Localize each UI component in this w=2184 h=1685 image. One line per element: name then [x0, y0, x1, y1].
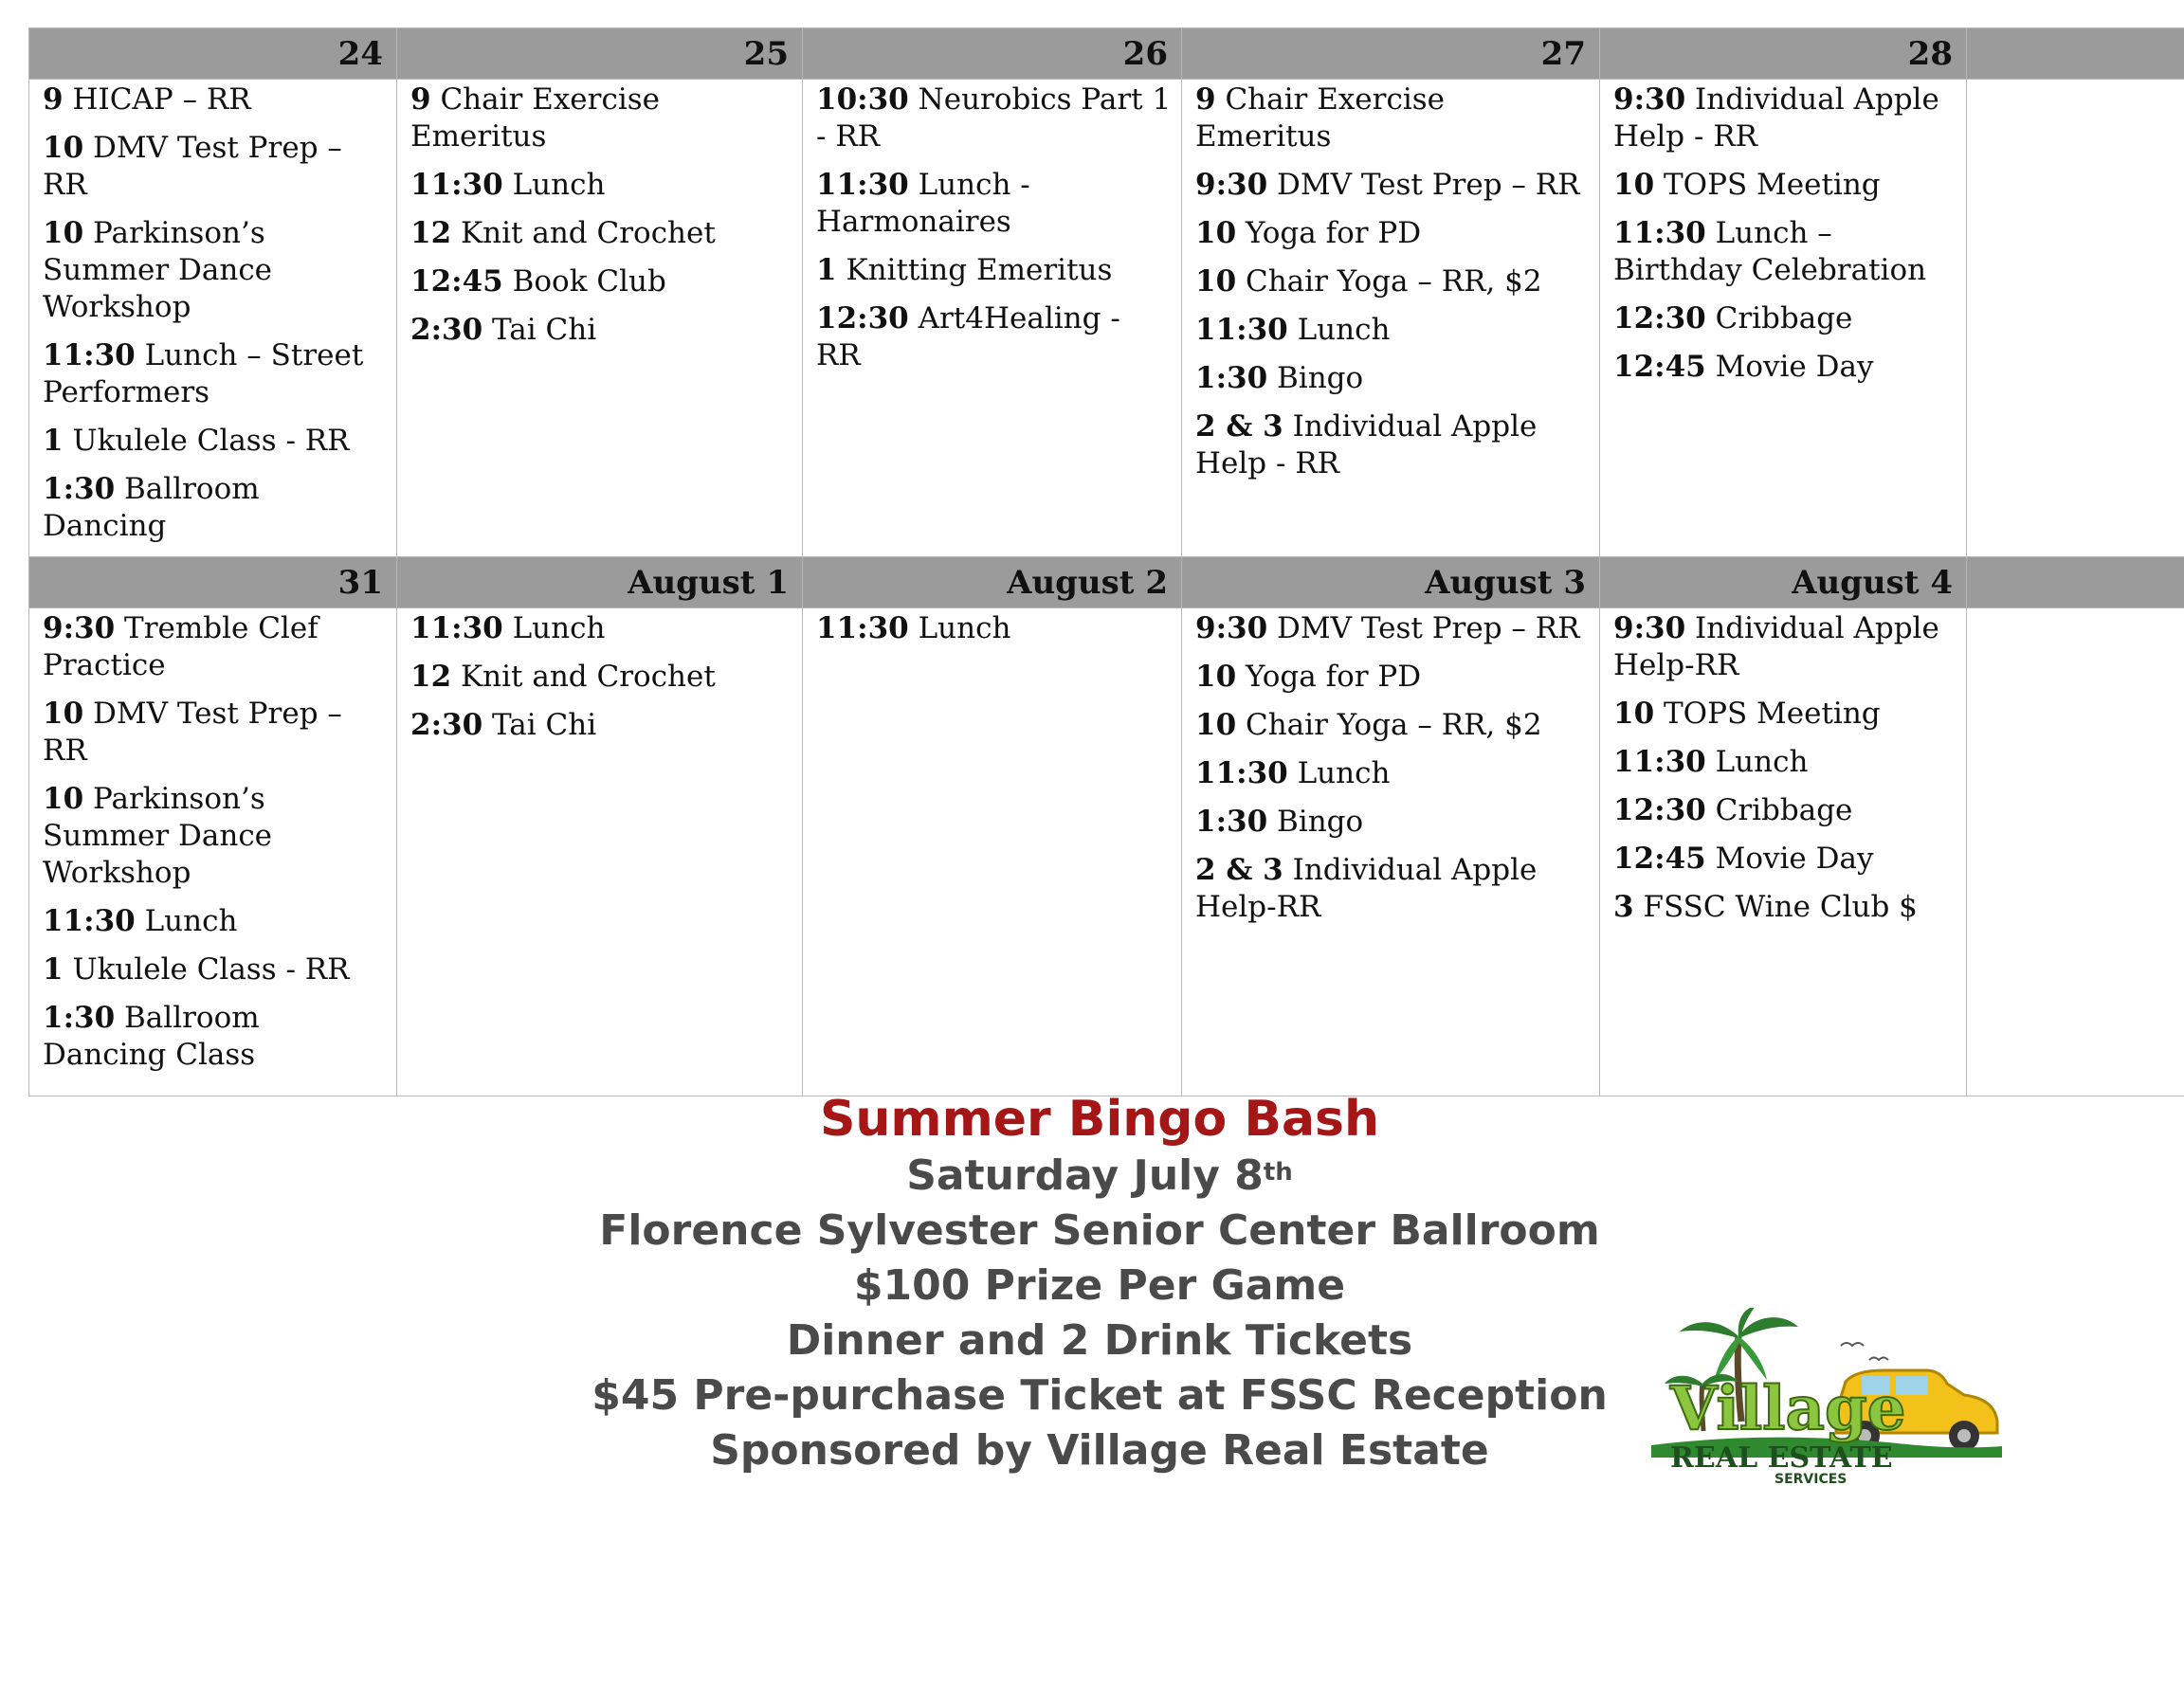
event-time: 2 & 3 [1195, 409, 1283, 444]
calendar-event [1195, 804, 1590, 841]
event-time: 1:30 [1195, 361, 1268, 395]
event-time: 9 [43, 82, 64, 117]
event-time: 12:30 [1613, 301, 1706, 335]
calendar-event [43, 130, 387, 204]
calendar-event [1613, 889, 1956, 926]
event-title: Bingo [1277, 361, 1364, 395]
event-title: Art4Healing - RR [816, 301, 1120, 372]
calendar-event [43, 82, 387, 118]
event-time: 11:30 [816, 611, 909, 645]
event-title: Lunch – Birthday Celebration [1613, 216, 1927, 287]
event-title: Individual Apple Help - RR [1613, 82, 1939, 154]
day-header: 31 [29, 557, 397, 608]
calendar-event [1613, 744, 1956, 781]
calendar-event [1613, 215, 1956, 289]
event-time: 10 [43, 697, 84, 731]
event-title: Ukulele Class - RR [72, 424, 350, 458]
event-title: Lunch [512, 168, 606, 202]
event-title: Individual Apple Help-RR [1613, 611, 1939, 682]
calendar-event [1613, 792, 1956, 829]
event-title: Knit and Crochet [461, 216, 716, 250]
calendar-event [1613, 696, 1956, 733]
promo-venue: Florence Sylvester Senior Center Ballroom [599, 1206, 1600, 1255]
event-time: 1 [43, 424, 64, 458]
event-title: Book Club [512, 264, 666, 299]
calendar-event [816, 300, 1172, 374]
calendar-event [410, 707, 792, 744]
week1-events-row [29, 80, 2184, 557]
event-title: TOPS Meeting [1664, 168, 1881, 202]
event-title: DMV Test Prep – RR [1277, 168, 1580, 202]
event-time: 9 [410, 82, 431, 117]
calendar-event [1195, 707, 1590, 744]
calendar-event [1195, 408, 1590, 482]
calendar-event [1613, 167, 1956, 204]
event-time: 9:30 [43, 611, 116, 645]
event-title: Cribbage [1715, 793, 1853, 827]
day-cell [1600, 80, 1967, 557]
event-title: Chair Exercise Emeritus [1195, 82, 1445, 154]
calendar-event [410, 610, 792, 647]
calendar-event [816, 167, 1172, 241]
day-header: August 3 [1182, 557, 1600, 608]
logo-line3: SERVICES [1774, 1472, 1847, 1487]
event-title: Knit and Crochet [461, 660, 716, 694]
event-title: Movie Day [1715, 842, 1874, 876]
event-time: 11:30 [410, 611, 503, 645]
event-title: Tai Chi [492, 313, 597, 347]
event-time: 11:30 [1195, 313, 1288, 347]
event-time: 10 [1195, 660, 1237, 694]
event-time: 3 [1613, 890, 1634, 924]
event-title: FSSC Wine Club $ [1643, 890, 1918, 924]
bingo-promo [531, 1090, 1668, 1478]
week2-header-row [29, 557, 2184, 608]
calendar-event [816, 252, 1172, 289]
event-title: DMV Test Prep – RR [43, 131, 342, 202]
calendar-event [1195, 263, 1590, 300]
event-time: 9:30 [1195, 168, 1268, 202]
event-title: Ballroom Dancing Class [43, 1001, 260, 1072]
event-title: Chair Yoga – RR, $2 [1246, 708, 1542, 742]
event-title: DMV Test Prep – RR [43, 697, 342, 768]
event-time: 1 [816, 253, 837, 287]
week1-header-row [29, 28, 2184, 80]
day-header: August 1 [397, 557, 803, 608]
calendar-event [1195, 852, 1590, 926]
event-time: 10 [1613, 697, 1655, 731]
calendar-event [1613, 82, 1956, 155]
calendar-event [43, 1000, 387, 1074]
calendar-event [410, 312, 792, 349]
calendar-event [1195, 167, 1590, 204]
promo-sponsor: Sponsored by Village Real Estate [710, 1426, 1489, 1475]
calendar-event [1195, 360, 1590, 397]
promo-date-text: Saturday July 8 [906, 1151, 1264, 1200]
day-header: August 2 [803, 557, 1182, 608]
calendar-event [43, 903, 387, 940]
event-title: Tremble Clef Practice [43, 611, 318, 682]
day-header [1967, 28, 2184, 80]
calendar-event [410, 215, 792, 252]
event-time: 9:30 [1195, 611, 1268, 645]
event-time: 11:30 [1613, 216, 1706, 250]
event-time: 12 [410, 660, 452, 694]
calendar-event [410, 167, 792, 204]
event-title: Lunch – Street Performers [43, 338, 364, 409]
calendar-table [28, 27, 2184, 1096]
event-time: 11:30 [43, 904, 136, 938]
calendar-event [1195, 755, 1590, 792]
calendar-event [43, 215, 387, 326]
calendar-event [1613, 841, 1956, 878]
event-time: 1:30 [43, 472, 116, 506]
event-title: Lunch [918, 611, 1011, 645]
calendar-event [43, 337, 387, 411]
calendar-event [43, 471, 387, 545]
event-title: Neurobics Part 1 - RR [816, 82, 1172, 154]
promo-title: Summer Bingo Bash [819, 1091, 1380, 1148]
day-cell [803, 608, 1182, 1096]
event-time: 10 [1613, 168, 1655, 202]
event-time: 10:30 [816, 82, 909, 117]
event-time: 10 [43, 782, 84, 816]
event-title: HICAP – RR [72, 82, 251, 117]
calendar-event [1195, 659, 1590, 696]
promo-prize: $100 Prize Per Game [853, 1261, 1346, 1310]
event-time: 11:30 [1195, 756, 1288, 790]
event-title: Movie Day [1715, 350, 1874, 384]
event-title: Yoga for PD [1246, 660, 1422, 694]
calendar-event [1195, 82, 1590, 155]
event-time: 10 [1195, 708, 1237, 742]
event-title: Knitting Emeritus [846, 253, 1113, 287]
event-time: 9:30 [1613, 82, 1686, 117]
logo-graphic [1651, 1308, 2011, 1488]
event-title: Lunch [512, 611, 606, 645]
event-title: Chair Yoga – RR, $2 [1246, 264, 1542, 299]
calendar-event [816, 610, 1172, 647]
calendar-event [43, 696, 387, 770]
day-cell [397, 608, 803, 1096]
day-header: 28 [1600, 28, 1967, 80]
day-header: 26 [803, 28, 1182, 80]
event-time: 9 [1195, 82, 1216, 117]
event-title: Parkinson’s Summer Dance Workshop [43, 782, 273, 890]
event-time: 2 & 3 [1195, 853, 1283, 887]
calendar-event [1613, 349, 1956, 386]
event-time: 11:30 [43, 338, 136, 372]
event-title: Lunch [1297, 756, 1391, 790]
day-cell [29, 80, 397, 557]
event-time: 2:30 [410, 313, 483, 347]
event-title: Tai Chi [492, 708, 597, 742]
event-time: 12:45 [1613, 350, 1706, 384]
calendar-event [43, 610, 387, 684]
promo-date [531, 1149, 1668, 1204]
event-time: 1 [43, 952, 64, 987]
event-time: 10 [43, 131, 84, 165]
event-title: DMV Test Prep – RR [1277, 611, 1580, 645]
calendar-event [410, 82, 792, 155]
day-header: 25 [397, 28, 803, 80]
day-header [1967, 557, 2184, 608]
event-title: Lunch [144, 904, 238, 938]
event-time: 1:30 [43, 1001, 116, 1035]
calendar-event [410, 659, 792, 696]
event-title: Lunch [1297, 313, 1391, 347]
calendar-event [43, 423, 387, 460]
day-header: 24 [29, 28, 397, 80]
calendar-event [43, 951, 387, 988]
event-time: 12:45 [1613, 842, 1706, 876]
calendar-event [1195, 610, 1590, 647]
promo-ticket: $45 Pre-purchase Ticket at FSSC Reception [592, 1371, 1608, 1420]
calendar-event [410, 263, 792, 300]
event-time: 12:30 [816, 301, 909, 335]
event-title: Chair Exercise Emeritus [410, 82, 660, 154]
event-title: Cribbage [1715, 301, 1853, 335]
event-title: Lunch - Harmonaires [816, 168, 1030, 239]
event-time: 9:30 [1613, 611, 1686, 645]
day-cell [1182, 80, 1600, 557]
event-time: 12:30 [1613, 793, 1706, 827]
event-time: 10 [43, 216, 84, 250]
logo-word: Village [1670, 1373, 1906, 1444]
day-cell [29, 608, 397, 1096]
event-time: 2:30 [410, 708, 483, 742]
event-time: 1:30 [1195, 805, 1268, 839]
event-title: Ballroom Dancing [43, 472, 260, 543]
day-header: August 4 [1600, 557, 1967, 608]
calendar-event [1613, 300, 1956, 337]
calendar-event [816, 82, 1172, 155]
day-cell [1182, 608, 1600, 1096]
event-title: Individual Apple Help-RR [1195, 853, 1538, 924]
calendar-event [1195, 312, 1590, 349]
day-cell [1967, 608, 2184, 1096]
event-time: 11:30 [816, 168, 909, 202]
promo-date-suffix: th [1263, 1158, 1293, 1187]
event-title: Bingo [1277, 805, 1364, 839]
event-time: 11:30 [410, 168, 503, 202]
week2-events-row [29, 608, 2184, 1096]
promo-dinner: Dinner and 2 Drink Tickets [786, 1316, 1413, 1365]
calendar-event [1195, 215, 1590, 252]
event-title: Parkinson’s Summer Dance Workshop [43, 216, 273, 324]
event-time: 12:45 [410, 264, 503, 299]
event-title: Lunch [1715, 745, 1809, 779]
event-title: Yoga for PD [1246, 216, 1422, 250]
day-cell [803, 80, 1182, 557]
event-title: Individual Apple Help - RR [1195, 409, 1538, 480]
event-time: 10 [1195, 216, 1237, 250]
day-cell [1967, 80, 2184, 557]
day-cell [1600, 608, 1967, 1096]
event-time: 12 [410, 216, 452, 250]
day-header: 27 [1182, 28, 1600, 80]
calendar-event [1613, 610, 1956, 684]
event-time: 11:30 [1613, 745, 1706, 779]
day-cell [397, 80, 803, 557]
event-time: 10 [1195, 264, 1237, 299]
event-title: Ukulele Class - RR [72, 952, 350, 987]
village-real-estate-logo [1651, 1308, 2011, 1488]
event-title: TOPS Meeting [1664, 697, 1881, 731]
logo-line2: REAL ESTATE [1670, 1441, 1893, 1475]
calendar-event [43, 781, 387, 892]
